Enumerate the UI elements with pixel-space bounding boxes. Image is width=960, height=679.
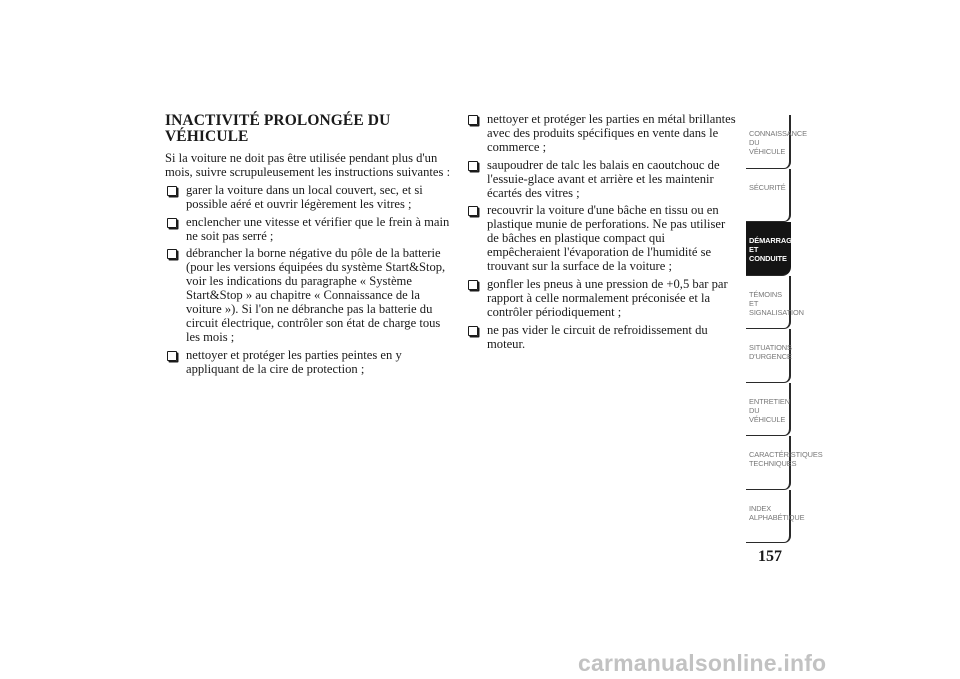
tab-entretien-du-vehicule[interactable] (746, 383, 791, 437)
tab-label: ENTRETIEN DU (749, 396, 790, 415)
list-item: enclencher une vitesse et vérifier que le frein à main ne soit pas serré ; (165, 216, 455, 244)
tab-label: D'URGENCE (749, 352, 792, 361)
tab-label: INDEX (749, 503, 772, 513)
list-item: nettoyer et protéger les parties en métal brillantes avec des produits spécifiques en vente dans le commerce ; (466, 113, 738, 155)
tab-label: SÉCURITÉ (749, 182, 786, 192)
tab-label: ALPHABÉTIQUE (749, 512, 805, 522)
list-item: débrancher la borne négative du pôle de la batterie (pour les versions équipées du système Start&Stop, voir les indications du paragraphe « Système Start&Stop » au chapitre « Connaissance de la voiture »). Si l'on ne débranche pas la batterie du circuit électrique, contrôler son état de charge tous les mois ; (165, 247, 455, 344)
tab-securite[interactable] (746, 169, 791, 223)
list-item: gonfler les pneus à une pression de +0,5 bar par rapport à celle normalement préconisée et la contrôler périodiquement ; (466, 278, 738, 320)
tab-label: SIGNALISATION (749, 307, 804, 317)
intro-paragraph: Si la voiture ne doit pas être utilisée pendant plus d'un mois, suivre scrupuleusement les instructions suivantes : (165, 151, 451, 179)
tab-label: TECHNIQUES (749, 459, 797, 468)
right-column (466, 113, 738, 356)
chapter-tabs (746, 115, 823, 543)
list-item: recouvrir la voiture d'une bâche en tissu ou en plastique munie de perforations. Ne pas utiliser de bâches en plastique compact qui empêcheraient l'évaporation de l'humidité se trouvant sur la surface de la voiture ; (466, 204, 738, 274)
tab-label: CARACTÉRISTIQUES (749, 450, 823, 459)
tab-label: CONDUITE (749, 254, 787, 263)
watermark: carmanualsonline.info (578, 650, 827, 676)
tab-situations-d-urgence[interactable] (746, 329, 791, 383)
tab-label: DÉMARRAGE ET (749, 236, 797, 254)
page-number: 157 (758, 548, 782, 565)
tab-index-alphabetique[interactable] (746, 490, 805, 544)
tab-temoins-et-signalisation[interactable] (746, 276, 804, 330)
left-column (165, 152, 455, 381)
list-item: ne pas vider le circuit de refroidissement du moteur. (466, 324, 738, 352)
list-item: garer la voiture dans un local couvert, sec, et si possible aéré et ouvrir légèrement les vitres ; (165, 184, 455, 212)
list-item: saupoudrer de talc les balais en caoutchouc de l'essuie-glace avant et arrière et les maintenir écartés des vitres ; (466, 159, 738, 201)
tab-connaissance-du-vehicule[interactable] (746, 115, 807, 169)
tab-label: CONNAISSANCE DU (749, 129, 807, 147)
tab-label: VÉHICULE (749, 147, 786, 156)
instruction-list-right (466, 113, 738, 352)
instruction-list-left (165, 184, 455, 377)
tab-demarrage-et-conduite[interactable] (746, 222, 797, 276)
section-heading: INACTIVITÉ PROLONGÉE DU VÉHICULE (165, 112, 391, 145)
tab-label: SITUATIONS (749, 343, 792, 352)
tab-label: TÉMOINS ET (749, 289, 782, 308)
tab-caracteristiques-techniques[interactable] (746, 436, 823, 490)
tab-label: VÉHICULE (749, 414, 786, 424)
list-item: nettoyer et protéger les parties peintes en y appliquant de la cire de protection ; (165, 349, 455, 377)
